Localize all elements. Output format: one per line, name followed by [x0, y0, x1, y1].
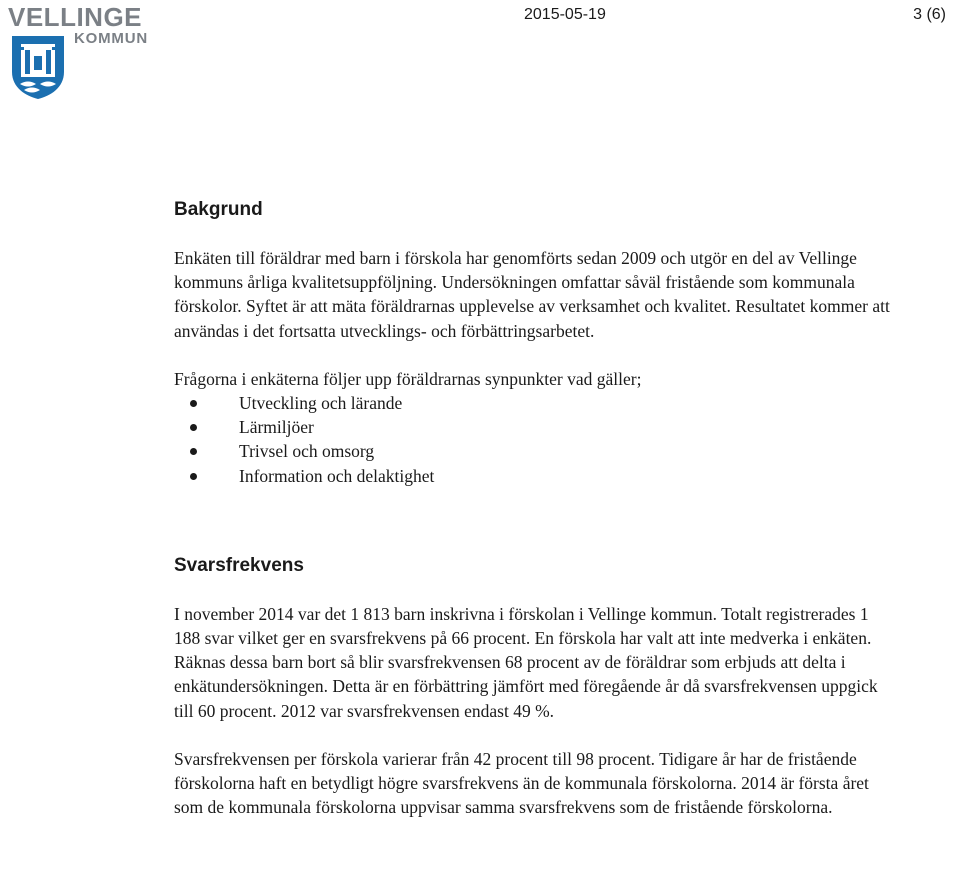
page-number: 3 (6) — [913, 6, 946, 23]
heading-svarsfrekvens: Svarsfrekvens — [174, 554, 304, 576]
logo-subtext: KOMMUN — [74, 30, 148, 47]
paragraph-svarsfrekvens-1: I november 2014 var det 1 813 barn inskrivna i förskolan i Vellinge kommun. Totalt registrerades 1 188 svar vilket ger en svarsfrekvens på 66 procent. En förskola har valt att inte medverka i enkäten. Räknas dessa barn bort så blir svarsfrekvensen 68 procent av de föräldrar som erbjuds att delta i enkätundersökningen. Detta är en förbättring jämfört med föregående år då svarsfrekvensen uppgick till 60 procent. 2012 var svarsfrekvensen endast 49 %. — [174, 603, 878, 721]
topic-list — [174, 391, 894, 488]
bullet-icon — [190, 400, 197, 407]
paragraph-fragorna: Frågorna i enkäterna följer upp föräldrarnas synpunkter vad gäller; — [174, 368, 642, 389]
document-body — [174, 198, 894, 819]
list-item: Lärmiljöer — [174, 415, 894, 439]
paragraph-svarsfrekvens-2: Svarsfrekvensen per förskola varierar från 42 procent till 98 procent. Tidigare år har de fristående förskolorna haft en betydligt högre svarsfrekvens än de kommunala förskolorna. 2014 är första året som de kommunala förskolorna uppvisar samma svarsfrekvens som de fristående förskolorna. — [174, 748, 869, 818]
list-item: Information och delaktighet — [174, 464, 894, 488]
list-item: Trivsel och omsorg — [174, 439, 894, 463]
bullet-icon — [190, 424, 197, 431]
coat-of-arms-icon — [10, 34, 66, 100]
bullet-icon — [190, 473, 197, 480]
heading-bakgrund: Bakgrund — [174, 199, 263, 220]
paragraph-bakgrund-intro: Enkäten till föräldrar med barn i förskola har genomförts sedan 2009 och utgör en del av Vellinge kommuns årliga kvalitetsuppföljning. Undersökningen omfattar såväl fristående som kommunala förskolor. Syftet är att mäta föräldrarnas upplevelse av verksamhet och kvalitet. Resultatet kommer att användas i det fortsatta utvecklings- och förbättringsarbetet. — [174, 248, 890, 341]
vellinge-kommun-logo — [8, 4, 168, 100]
bullet-icon — [190, 448, 197, 455]
document-date: 2015-05-19 — [524, 6, 606, 23]
list-item: Utveckling och lärande — [174, 391, 894, 415]
logo-wordmark: VELLINGE — [8, 2, 143, 32]
